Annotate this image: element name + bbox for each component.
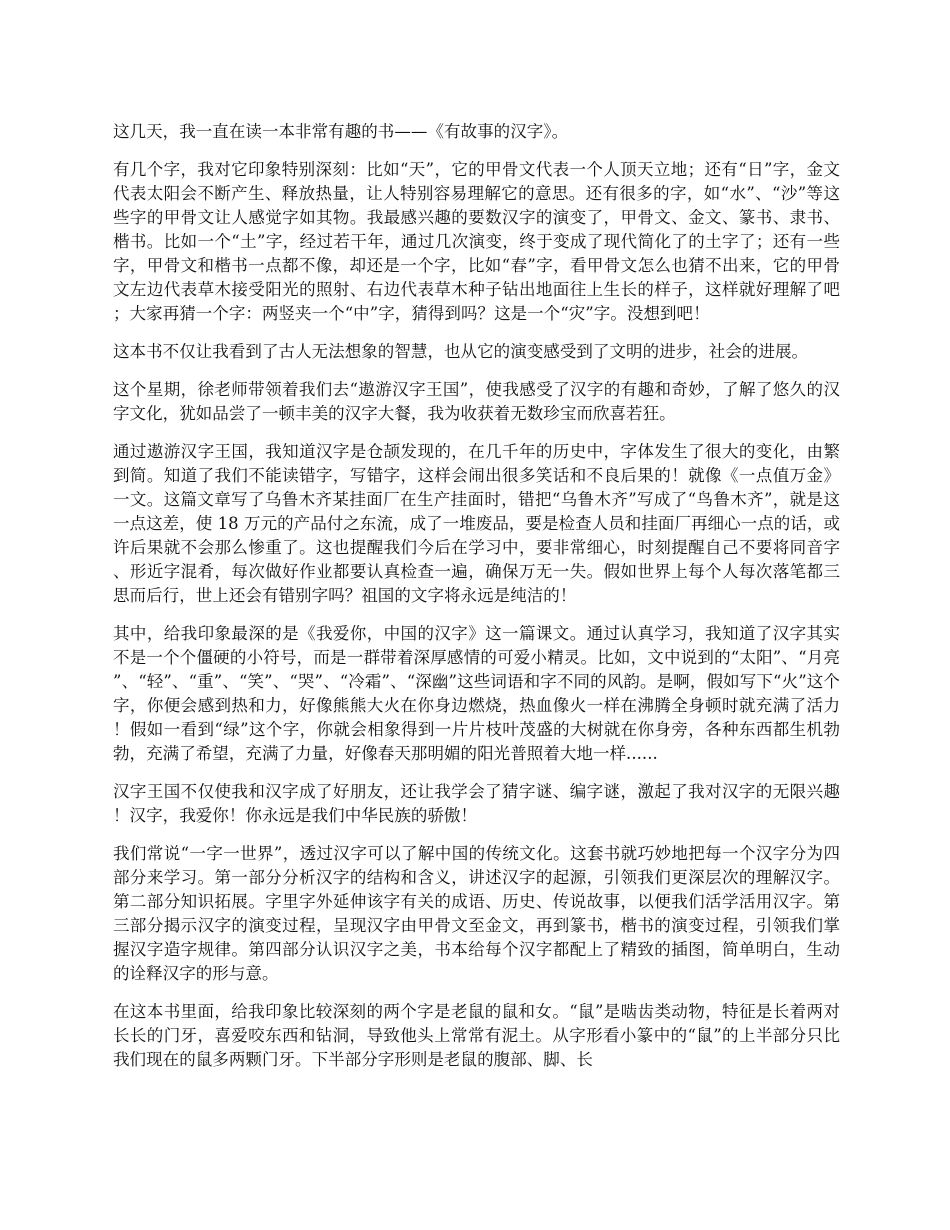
- paragraph-1: 这几天，我一直在读一本非常有趣的书——《有故事的汉字》。: [113, 122, 569, 141]
- paragraph-2: 有几个字，我对它印象特别深刻：比如“天”，它的甲骨文代表一个人顶天立地；还有“日”字，金文代表太阳会不断产生、释放热量，让人特别容易理解它的意思。还有很多的字，如“水”、“沙”等这些字的甲骨文让人感觉字如其物。我最感兴趣的要数汉字的演变了，甲骨文、金文、篆书、隶书、楷书。比如一个“土”字，经过若干年，通过几次演变，终于变成了现代简化了的土字了；还有一些字，甲骨文和楷书一点都不像，却还是一个字，比如“春”字，看甲骨文怎么也猜不出来，它的甲骨文左边代表草木接受阳光的照射、右边代表草木种子钻出地面往上生长的样子，这样就好理解了吧；大家再猜一个字：两竖夹一个“中”字，猜得到吗？这是一个“灾”字。没想到吧！: [113, 160, 840, 323]
- paragraph-3: 这本书不仅让我看到了古人无法想象的智慧，也从它的演变感受到了文明的进步，社会的进展。: [113, 342, 809, 361]
- paragraph-8: 我们常说“一字一世界”，透过汉字可以了解中国的传统文化。这套书就巧妙地把每一个汉字分为四部分来学习。第一部分分析汉字的结构和含义，讲述汉字的起源，引领我们更深层次的理解汉字。第二部分知识拓展。字里字外延伸该字有关的成语、历史、传说故事，以便我们活学活用汉字。第三部分揭示汉字的演变过程，呈现汉字由甲骨文至金文，再到篆书，楷书的演变过程，引领我们掌握汉字造字规律。第四部分认识汉字之美，书本给每个汉字都配上了精致的插图，简单明白，生动的诠释汉字的形与意。: [113, 844, 840, 983]
- paragraph-9: 在这本书里面，给我印象比较深刻的两个字是老鼠的鼠和女。“鼠”是啮齿类动物，特征是长着两对长长的门牙，喜爱咬东西和钻洞，导致他头上常常有泥土。从字形看小篆中的“鼠”的上半部分只比我们现在的鼠多两颗门牙。下半部分字形则是老鼠的腹部、脚、长: [113, 1002, 840, 1069]
- paragraph-6: 其中，给我印象最深的是《我爱你，中国的汉字》这一篇课文。通过认真学习，我知道了汉字其实不是一个个僵硬的小符号，而是一群带着深厚感情的可爱小精灵。比如，文中说到的“太阳”、“月亮”、“轻”、“重”、“笑”、“哭”、“冷霜”、“深幽”这些词语和字不同的风韵。是啊，假如写下“火”这个字，你便会感到热和力，好像熊熊大火在你身边燃烧，热血像火一样在沸腾全身顿时就充满了活力！假如一看到“绿”这个字，你就会相象得到一片片枝叶茂盛的大树就在你身旁，各种东西都生机勃勃，充满了希望，充满了力量，好像春天那明媚的阳光普照着大地一样......: [113, 624, 840, 763]
- paragraph-7: 汉字王国不仅使我和汉字成了好朋友，还让我学会了猜字谜、编字谜，激起了我对汉字的无限兴趣！汉字，我爱你！你永远是我们中华民族的骄傲！: [113, 782, 840, 825]
- document-body: [113, 120, 840, 1086]
- paragraph-4: 这个星期，徐老师带领着我们去“遨游汉字王国”，使我感受了汉字的有趣和奇妙，了解了悠久的汉字文化，犹如品尝了一顿丰美的汉字大餐，我为收获着无数珍宝而欣喜若狂。: [113, 380, 840, 423]
- paragraph-5: 通过遨游汉字王国，我知道汉字是仓颉发现的，在几千年的历史中，字体发生了很大的变化，由繁到简。知道了我们不能读错字，写错字，这样会闹出很多笑话和不良后果的！就像《一点值万金》一文。这篇文章写了乌鲁木齐某挂面厂在生产挂面时，错把“乌鲁木齐”写成了“鸟鲁木齐”，就是这一点这差，使 18 万元的产品付之东流，成了一堆废品，要是检查人员和挂面厂再细心一点的话，或许后果就不会那么惨重了。这也提醒我们今后在学习中，要非常细心，时刻提醒自己不要将同音字、形近字混肴，每次做好作业都要认真检查一遍，确保万无一失。假如世界上每个人每次落笔都三思而后行，世上还会有错别字吗？祖国的文字将永远是纯洁的！: [113, 442, 840, 605]
